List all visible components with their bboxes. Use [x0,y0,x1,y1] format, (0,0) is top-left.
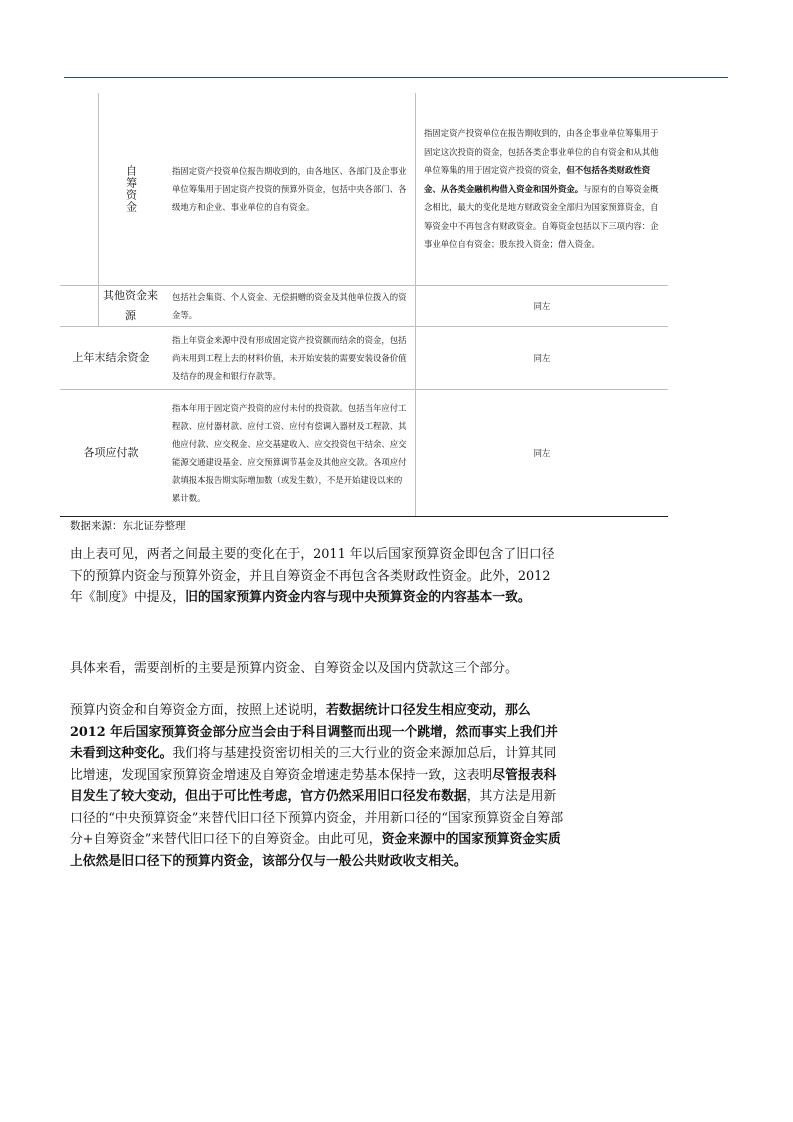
new-definition-part: 指固定资产投资单位在报告期收到的，由各企事业单位筹集用于固定这次投资的资金，包括各类企事业单位的自有资金和从其他单位筹集的用于固定资产投资的资金， [424,128,659,175]
same-as-left: 同左 [533,447,551,458]
new-definition-part: 与原有的自筹资金概念相比，最大的变化是地方财政资金全部归为国家预算资金，自筹资金中不再包含有财政资金。自筹资金包括以下三项内容：企事业单位自有资金；股东投入资金；借入资金。 [424,183,659,249]
old-definition-cell [162,93,416,285]
new-definition-cell [416,389,669,516]
new-definition-cell [416,326,669,389]
paragraph-bold: 若数据统计口径发生相应变动，那么 2012 年后国家预算资金部分应当会由于科目调整而出现一个跳增，然而事实上我们并未看到这种变化。 [70,703,558,761]
table-row [60,326,668,389]
paragraph-text: 由上表可见，两者之间最主要的变化在于，2011 年以后国家预算资金即包含了旧口径下的预算内资金与预算外资金，并且自筹资金不再包含各类财政性资金。此外，2012 年《制度》中提及， [70,547,555,605]
old-definition-cell [162,389,416,516]
same-as-left: 同左 [533,300,551,311]
paragraph [70,544,565,609]
row-label-text: 上年末结余资金 [72,350,150,364]
paragraph-text: 具体来看，需要剖析的主要是预算内资金、自筹资金以及国内贷款这三个部分。 [70,661,518,676]
paragraph-text: ，其方法是用新口径的“中央预算资金”来替代旧口径下预算内资金，并用新口径的“国家预算资金自筹部分+自筹资金”来替代旧口径下的自筹资金。由此可见， [70,789,564,847]
table-cell-empty [60,285,99,326]
paragraph [70,700,565,872]
row-label-other-sources [99,285,163,326]
header-rule [64,77,728,78]
table-cell-empty [60,93,99,285]
row-label-carryover [60,326,162,389]
paragraph-text: 预算内资金和自筹资金方面，按照上述说明， [70,703,326,718]
old-definition-cell [162,285,416,326]
old-definition-text: 包括社会集资、个人资金、无偿捐赠的资金及其他单位拨入的资金等。 [172,291,407,320]
old-definition-text: 指本年用于固定资产投资的应付未付的投资款。包括当年应付工程款、应付器材款、应付工资、应付有偿调入器材及工程款、其他应付款、应交税金、应交基建收入、应交投资包干结余、应交能源交通建设基金、应交预算调节基金及其他应交款。各项应付款填报本报告期实际增加数（或发生数），不是开始建设以来的累计数。 [172,402,407,503]
table-row [60,93,668,285]
old-definition-cell [162,326,416,389]
paragraph-bold: 尽管报表科目发生了较大变动，但出于可比性考虑，官方仍然采用旧口径发布数据 [70,767,557,804]
new-definition-cell [416,93,669,285]
capital-source-table [60,93,668,517]
new-definition-bold: 但不包括各类财政性资金、从各类金融机构借入资金和国外资金。 [424,165,651,194]
paragraph-bold: 资金来源中的国家预算资金实质上依然是旧口径下的预算内资金，该部分仅与一般公共财政收支相关。 [70,832,561,869]
row-label-payables [60,389,162,516]
new-definition-text [416,124,668,254]
new-definition-cell [416,285,669,326]
table-row [60,285,668,326]
old-definition-text: 指固定资产投资单位报告期收到的，由各地区、各部门及企事业单位筹集用于固定资产投资的预算外资金，包括中央各部门、各级地方和企业、事业单位的自有资金。 [172,165,407,212]
row-label-text: 自筹资金 [124,164,138,213]
row-label-self-funds [99,93,163,285]
paragraph-text: 我们将与基建投资密切相关的三大行业的资金来源加总后，计算其同比增速，发现国家预算资金增速及自筹资金增速走势基本保持一致，这表明 [70,746,557,783]
paragraph [70,658,565,680]
same-as-left: 同左 [533,352,551,363]
row-label-text: 其他资金来源 [103,288,158,322]
table-row [60,389,668,516]
row-label-text: 各项应付款 [83,445,139,459]
old-definition-text: 指上年资金来源中没有形成固定资产投资额而结余的资金，包括尚未用到工程上去的材料价值，未开始安装的需要安装设备价值及结存的现金和银行存款等。 [172,334,407,381]
paragraph-bold: 旧的国家预算内资金内容与现中央预算资金的内容基本一致。 [185,590,531,605]
data-source-note: 数据来源：东北证券整理 [70,520,186,532]
